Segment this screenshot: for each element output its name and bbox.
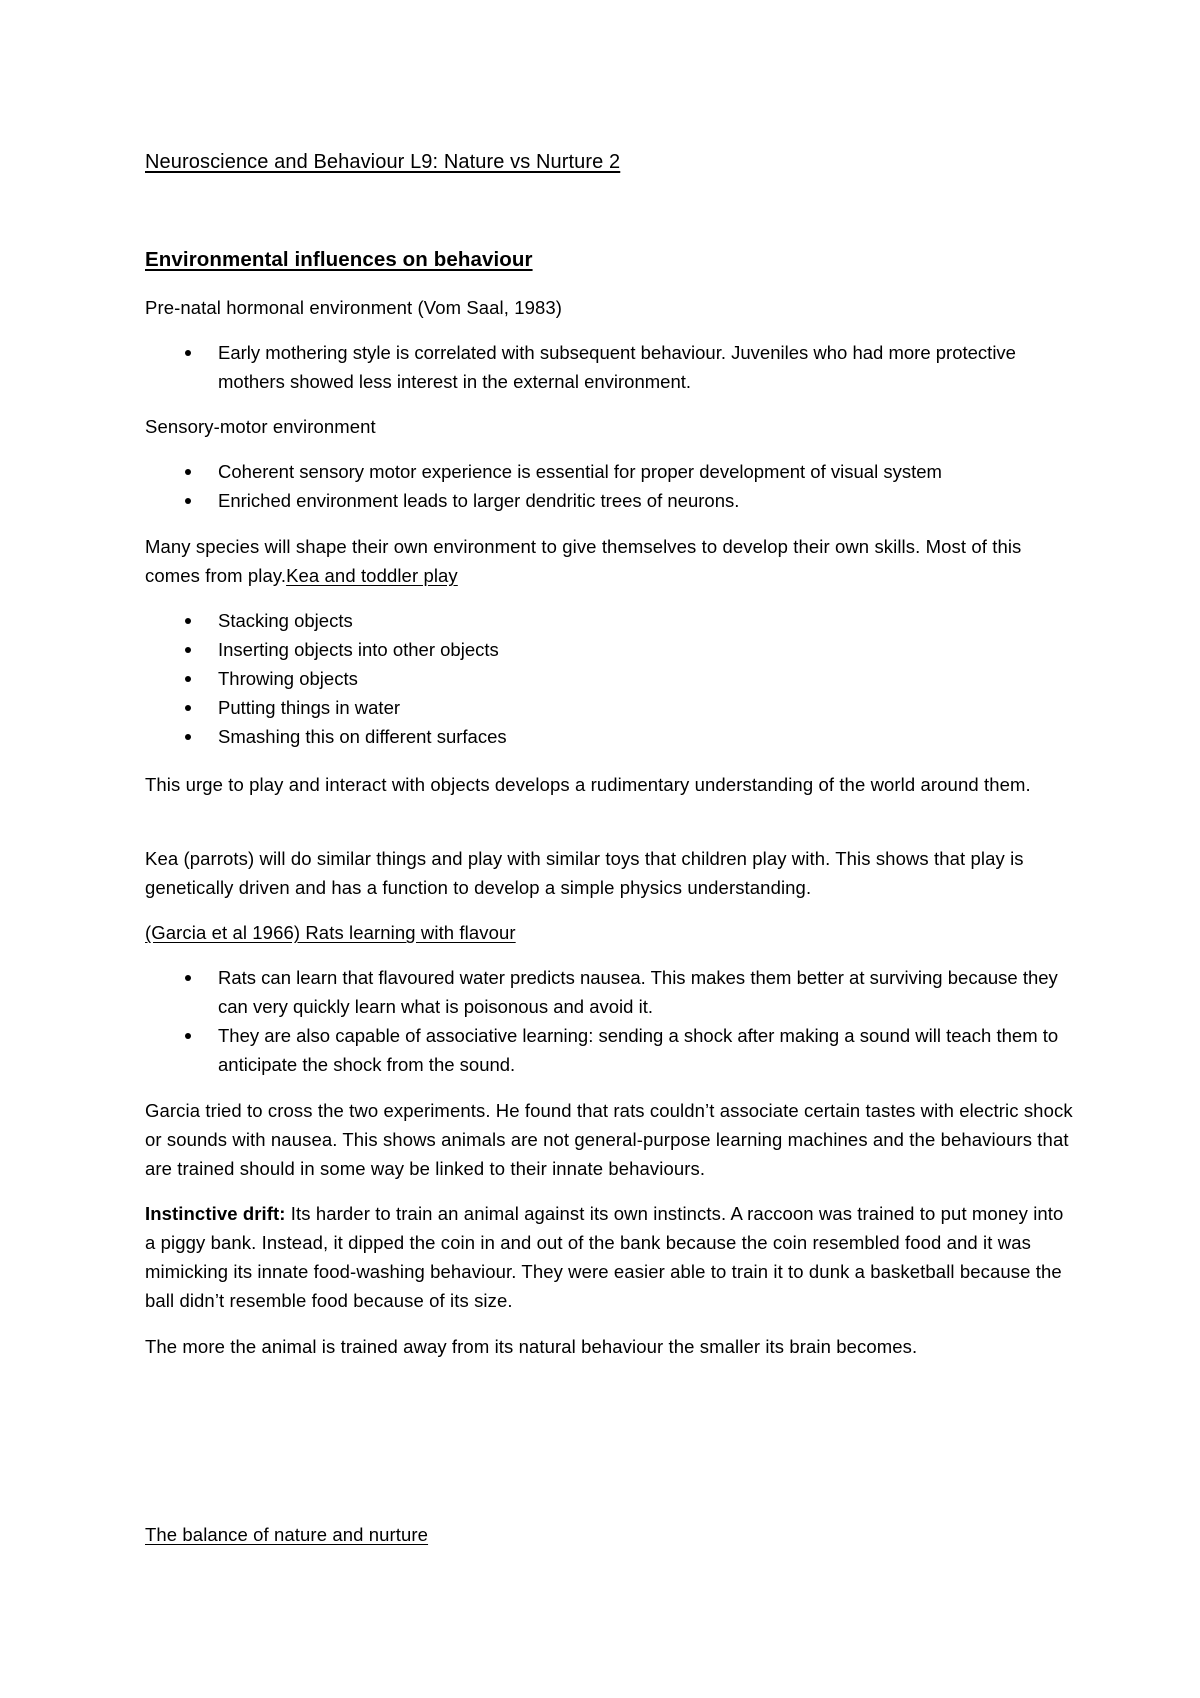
kea-paragraph: Kea (parrots) will do similar things and play with similar toys that children play with. This shows that play is genetically driven and has a function to develop a simple physics understanding. [145, 848, 1024, 898]
bullet-icon [185, 705, 191, 711]
garcia-heading: (Garcia et al 1966) Rats learning with flavour [145, 922, 516, 943]
bullet-icon [185, 618, 191, 624]
bullet-icon [185, 350, 191, 356]
list-item: Enriched environment leads to larger dendritic trees of neurons. [145, 486, 1075, 515]
list-item: Stacking objects [145, 606, 1075, 635]
balance-heading: The balance of nature and nurture [145, 1524, 429, 1545]
list-item: Coherent sensory motor experience is essential for proper development of visual system [145, 457, 1075, 486]
play-bullet-list [145, 606, 1075, 751]
list-item: Throwing objects [145, 664, 1075, 693]
document-title: Neuroscience and Behaviour L9: Nature vs Nurture 2 [145, 151, 621, 173]
sensory-heading: Sensory-motor environment [145, 416, 376, 437]
prenatal-heading: Pre-natal hormonal environment (Vom Saal, 1983) [145, 297, 563, 318]
bullet-icon [185, 1033, 191, 1039]
bullet-icon [185, 647, 191, 653]
sensory-bullet-list [145, 457, 1075, 515]
garcia-paragraph: Garcia tried to cross the two experiments. He found that rats couldn’t associate certain tastes with electric shock or sounds with nausea. This shows animals are not general-purpose learning machines and the behaviours that are trained should in some way be linked to their innate behaviours. [145, 1100, 1073, 1179]
urge-paragraph: This urge to play and interact with objects develops a rudimentary understanding of the world around them. [145, 774, 1031, 795]
trained-paragraph: The more the animal is trained away from its natural behaviour the smaller its brain becomes. [145, 1336, 918, 1357]
bullet-icon [185, 498, 191, 504]
instinctive-drift-label: Instinctive drift: [145, 1203, 286, 1224]
list-item: Early mothering style is correlated with subsequent behaviour. Juveniles who had more protective mothers showed less interest in the external environment. [145, 338, 1075, 396]
instinctive-drift-paragraph: Instinctive drift: Its harder to train an animal against its own instincts. A raccoon was trained to put money into a piggy bank. Instead, it dipped the coin in and out of the bank because the coin resembled food and it was mimicking its innate food-washing behaviour. They were easier able to train it to dunk a basketball because the ball didn’t resemble food because of its size. [145, 1203, 1064, 1311]
kea-toddler-play-link: Kea and toddler play [286, 565, 458, 586]
list-item: Smashing this on different surfaces [145, 722, 1075, 751]
bullet-icon [185, 676, 191, 682]
section-heading: Environmental influences on behaviour [145, 248, 533, 271]
species-paragraph: Many species will shape their own environment to give themselves to develop their own skills. Most of this comes from play.Kea and toddler play [145, 536, 1022, 586]
list-item: Rats can learn that flavoured water predicts nausea. This makes them better at surviving because they can very quickly learn what is poisonous and avoid it. [145, 963, 1075, 1021]
list-item: Putting things in water [145, 693, 1075, 722]
prenatal-bullet-list [145, 338, 1075, 396]
bullet-icon [185, 469, 191, 475]
bullet-icon [185, 975, 191, 981]
bullet-icon [185, 734, 191, 740]
list-item: Inserting objects into other objects [145, 635, 1075, 664]
garcia-bullet-list [145, 963, 1075, 1079]
list-item: They are also capable of associative learning: sending a shock after making a sound will teach them to anticipate the shock from the sound. [145, 1021, 1075, 1079]
